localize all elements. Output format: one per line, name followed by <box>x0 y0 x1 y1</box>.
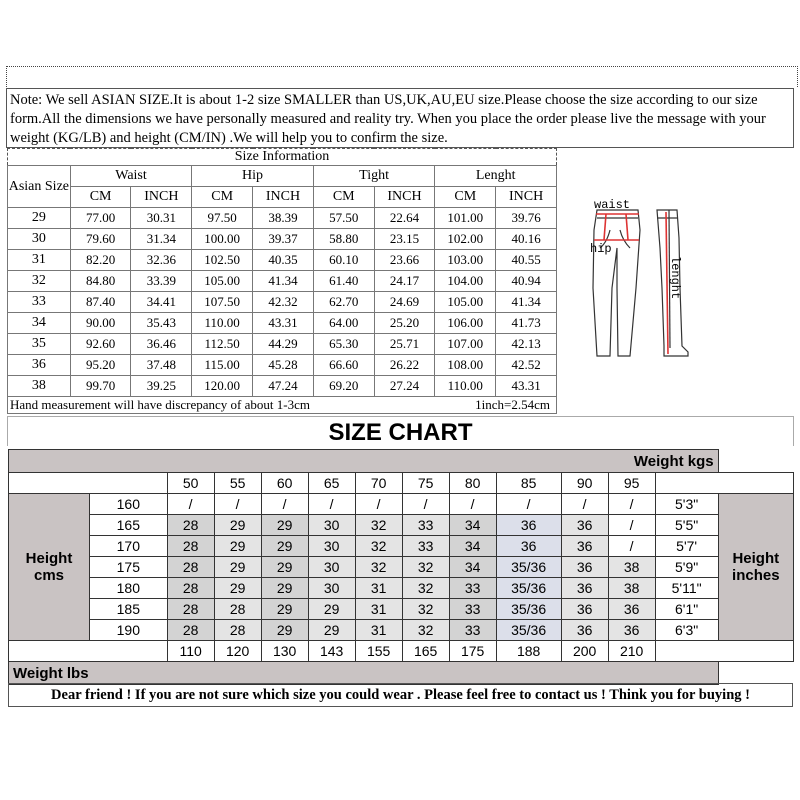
measurement-cell: 92.60 <box>70 334 131 355</box>
length-header: Lenght <box>435 166 557 187</box>
size-cell: 29 <box>214 557 261 578</box>
height-cm-cell: 175 <box>90 557 168 578</box>
size-chart-title: SIZE CHART <box>7 416 794 446</box>
height-cm-cell: 160 <box>90 494 168 515</box>
asian-size-cell: 32 <box>8 271 71 292</box>
size-cell: / <box>608 515 655 536</box>
size-cell: 31 <box>355 578 402 599</box>
height-cms-line: cms <box>33 567 65 584</box>
height-inch-cell: 6'3" <box>655 620 718 641</box>
size-cell: 28 <box>167 599 214 620</box>
size-cell: 32 <box>402 578 449 599</box>
size-cell: 36 <box>561 599 608 620</box>
size-cell: 36 <box>561 536 608 557</box>
measurement-cell: 39.25 <box>131 376 192 397</box>
size-cell: 29 <box>308 620 355 641</box>
measurement-cell: 107.50 <box>192 292 253 313</box>
measurement-cell: 37.48 <box>131 355 192 376</box>
measurement-cell: 112.50 <box>192 334 253 355</box>
height-cms-line: Height <box>25 550 73 567</box>
size-cell: / <box>608 536 655 557</box>
size-cell: 30 <box>308 557 355 578</box>
height-inch-cell: 5'3" <box>655 494 718 515</box>
size-cell: 29 <box>261 620 308 641</box>
size-cell: 36 <box>496 536 561 557</box>
size-cell: 35/36 <box>496 557 561 578</box>
size-cell: 28 <box>214 620 261 641</box>
weight-lbs-cell: 165 <box>402 641 449 662</box>
measurement-cell: 27.24 <box>374 376 435 397</box>
size-row <box>8 334 557 355</box>
size-cell: 36 <box>561 515 608 536</box>
height-cm-cell: 170 <box>90 536 168 557</box>
height-inch-cell: 5'9" <box>655 557 718 578</box>
size-cell: 29 <box>214 515 261 536</box>
measurement-cell: 35.43 <box>131 313 192 334</box>
measurement-cell: 102.00 <box>435 229 496 250</box>
size-cell: 38 <box>608 578 655 599</box>
size-cell: 36 <box>561 620 608 641</box>
size-cell: 28 <box>167 620 214 641</box>
size-cell: 35/36 <box>496 578 561 599</box>
measurement-cell: 66.60 <box>313 355 374 376</box>
weight-kg-cell: 95 <box>608 473 655 494</box>
size-cell: / <box>214 494 261 515</box>
size-note: Note: We sell ASIAN SIZE.It is about 1-2 size SMALLER than US,UK,AU,EU size.Please choose the size according to our size form.All the dimensions we have personally measured and reality try. When you place the order please live the message with your weight (KG/LB) and height (CM/IN) .We will help you to confirm the size. <box>6 88 794 148</box>
weight-lbs-label: Weight lbs <box>9 662 719 685</box>
measurement-cell: 57.50 <box>313 208 374 229</box>
size-cell: 29 <box>214 536 261 557</box>
size-cell: 29 <box>261 557 308 578</box>
size-cell: 29 <box>308 599 355 620</box>
size-cell: 29 <box>261 536 308 557</box>
size-cell: / <box>261 494 308 515</box>
measurement-cell: 107.00 <box>435 334 496 355</box>
weight-kg-cell: 70 <box>355 473 402 494</box>
size-chart-row <box>9 557 794 578</box>
size-cell: / <box>167 494 214 515</box>
weight-lbs-cell: 200 <box>561 641 608 662</box>
measurement-cell: 90.00 <box>70 313 131 334</box>
measurement-cell: 61.40 <box>313 271 374 292</box>
unit-header: CM <box>70 187 131 208</box>
asian-size-header: Asian Size <box>8 166 71 208</box>
size-info-footer <box>8 397 557 414</box>
size-row <box>8 355 557 376</box>
unit-header: CM <box>313 187 374 208</box>
measurement-cell: 42.32 <box>253 292 314 313</box>
size-row <box>8 271 557 292</box>
size-cell: / <box>355 494 402 515</box>
size-cell: 32 <box>402 557 449 578</box>
measurement-cell: 100.00 <box>192 229 253 250</box>
top-divider <box>6 66 798 87</box>
size-cell: 36 <box>496 515 561 536</box>
measurement-cell: 32.36 <box>131 250 192 271</box>
size-row <box>8 250 557 271</box>
size-cell: 31 <box>355 620 402 641</box>
blank-cell <box>9 641 168 662</box>
measurement-cell: 103.00 <box>435 250 496 271</box>
size-cell: 30 <box>308 536 355 557</box>
size-cell: / <box>449 494 496 515</box>
inch-conversion: 1inch=2.54cm <box>475 397 550 412</box>
size-cell: 28 <box>167 557 214 578</box>
asian-size-cell: 33 <box>8 292 71 313</box>
blank-cell <box>655 641 793 662</box>
size-cell: 34 <box>449 536 496 557</box>
measurement-cell: 77.00 <box>70 208 131 229</box>
size-cell: 34 <box>449 557 496 578</box>
tight-header: Tight <box>313 166 435 187</box>
blank-cell <box>655 473 793 494</box>
measurement-cell: 82.20 <box>70 250 131 271</box>
size-chart-row <box>9 578 794 599</box>
size-row <box>8 313 557 334</box>
weight-kg-cell: 75 <box>402 473 449 494</box>
weight-kg-cell: 50 <box>167 473 214 494</box>
footer-message: Dear friend ! If you are not sure which size you could wear . Please feel free to contact us ! Think you for buying ! <box>8 683 793 707</box>
height-cm-cell: 165 <box>90 515 168 536</box>
height-cms-label <box>9 494 90 641</box>
unit-header: CM <box>192 187 253 208</box>
size-chart-row <box>9 494 794 515</box>
measurement-cell: 41.34 <box>253 271 314 292</box>
size-cell: 36 <box>561 578 608 599</box>
measurement-cell: 26.22 <box>374 355 435 376</box>
height-inches-label <box>718 494 793 641</box>
measurement-cell: 105.00 <box>192 271 253 292</box>
size-cell: 32 <box>402 620 449 641</box>
size-cell: 36 <box>561 557 608 578</box>
height-inches-line: Height <box>732 550 780 567</box>
size-row <box>8 376 557 397</box>
size-cell: 33 <box>402 536 449 557</box>
measurement-cell: 108.00 <box>435 355 496 376</box>
size-chart-table <box>8 449 794 685</box>
measurement-cell: 31.34 <box>131 229 192 250</box>
measurement-cell: 41.73 <box>496 313 557 334</box>
unit-header: INCH <box>496 187 557 208</box>
measurement-cell: 23.66 <box>374 250 435 271</box>
measurement-cell: 41.34 <box>496 292 557 313</box>
weight-lbs-cell: 155 <box>355 641 402 662</box>
asian-size-cell: 34 <box>8 313 71 334</box>
hip-header: Hip <box>192 166 314 187</box>
size-cell: 32 <box>402 599 449 620</box>
measurement-cell: 60.10 <box>313 250 374 271</box>
measurement-cell: 120.00 <box>192 376 253 397</box>
weight-lbs-cell: 175 <box>449 641 496 662</box>
measurement-cell: 34.41 <box>131 292 192 313</box>
measurement-cell: 44.29 <box>253 334 314 355</box>
measurement-cell: 24.69 <box>374 292 435 313</box>
size-cell: / <box>608 494 655 515</box>
weight-lbs-cell: 130 <box>261 641 308 662</box>
measurement-cell: 115.00 <box>192 355 253 376</box>
waist-label: waist <box>594 198 631 212</box>
measurement-cell: 102.50 <box>192 250 253 271</box>
size-cell: 32 <box>355 557 402 578</box>
measurement-cell: 104.00 <box>435 271 496 292</box>
height-inches-line: inches <box>732 567 780 584</box>
weight-lbs-cell: 120 <box>214 641 261 662</box>
measurement-cell: 45.28 <box>253 355 314 376</box>
weight-kg-cell: 85 <box>496 473 561 494</box>
measurement-cell: 43.31 <box>496 376 557 397</box>
size-cell: 29 <box>214 578 261 599</box>
measurement-cell: 79.60 <box>70 229 131 250</box>
size-cell: 32 <box>355 515 402 536</box>
weight-lbs-cell: 110 <box>167 641 214 662</box>
unit-header: INCH <box>374 187 435 208</box>
size-chart-row <box>9 536 794 557</box>
measurement-cell: 42.13 <box>496 334 557 355</box>
size-cell: 33 <box>449 599 496 620</box>
weight-kg-cell: 80 <box>449 473 496 494</box>
weight-kgs-label: Weight kgs <box>9 450 719 473</box>
size-cell: 35/36 <box>496 599 561 620</box>
measurement-cell: 40.94 <box>496 271 557 292</box>
size-cell: 31 <box>355 599 402 620</box>
size-cell: 30 <box>308 578 355 599</box>
measurement-cell: 43.31 <box>253 313 314 334</box>
measurement-cell: 25.20 <box>374 313 435 334</box>
weight-lbs-cell: 143 <box>308 641 355 662</box>
asian-size-cell: 38 <box>8 376 71 397</box>
measurement-cell: 24.17 <box>374 271 435 292</box>
asian-size-cell: 31 <box>8 250 71 271</box>
size-row <box>8 208 557 229</box>
size-cell: 32 <box>355 536 402 557</box>
size-cell: 28 <box>167 515 214 536</box>
weight-kg-cell: 60 <box>261 473 308 494</box>
size-information-table <box>7 148 557 414</box>
size-cell: 28 <box>167 578 214 599</box>
size-cell: / <box>308 494 355 515</box>
measurement-cell: 36.46 <box>131 334 192 355</box>
size-cell: 28 <box>214 599 261 620</box>
measurement-cell: 23.15 <box>374 229 435 250</box>
measurement-cell: 69.20 <box>313 376 374 397</box>
size-row <box>8 292 557 313</box>
height-cm-cell: 180 <box>90 578 168 599</box>
measurement-cell: 22.64 <box>374 208 435 229</box>
height-cm-cell: 190 <box>90 620 168 641</box>
size-cell: / <box>496 494 561 515</box>
measurement-cell: 62.70 <box>313 292 374 313</box>
height-inch-cell: 5'7' <box>655 536 718 557</box>
measurement-cell: 84.80 <box>70 271 131 292</box>
measurement-cell: 42.52 <box>496 355 557 376</box>
hip-label: hip <box>590 242 612 256</box>
weight-kg-cell: 90 <box>561 473 608 494</box>
trousers-measurement-illustration <box>560 148 796 412</box>
size-cell: 35/36 <box>496 620 561 641</box>
size-cell: 33 <box>449 620 496 641</box>
size-cell: / <box>402 494 449 515</box>
blank-cell <box>9 473 168 494</box>
measurement-cell: 101.00 <box>435 208 496 229</box>
asian-size-cell: 29 <box>8 208 71 229</box>
size-cell: 34 <box>449 515 496 536</box>
measurement-cell: 39.37 <box>253 229 314 250</box>
size-info-caption: Size Information <box>8 149 557 166</box>
size-chart-row <box>9 620 794 641</box>
length-label: lenght <box>668 256 682 300</box>
unit-header: INCH <box>131 187 192 208</box>
weight-kg-cell: 55 <box>214 473 261 494</box>
measurement-cell: 47.24 <box>253 376 314 397</box>
asian-size-cell: 35 <box>8 334 71 355</box>
measurement-cell: 95.20 <box>70 355 131 376</box>
size-cell: / <box>561 494 608 515</box>
measurement-cell: 65.30 <box>313 334 374 355</box>
waist-header: Waist <box>70 166 192 187</box>
weight-lbs-cell: 188 <box>496 641 561 662</box>
unit-header: INCH <box>253 187 314 208</box>
measurement-cell: 38.39 <box>253 208 314 229</box>
measurement-cell: 40.55 <box>496 250 557 271</box>
height-inch-cell: 6'1" <box>655 599 718 620</box>
height-inch-cell: 5'11" <box>655 578 718 599</box>
size-cell: 29 <box>261 599 308 620</box>
measurement-cell: 33.39 <box>131 271 192 292</box>
measurement-cell: 39.76 <box>496 208 557 229</box>
asian-size-cell: 36 <box>8 355 71 376</box>
size-row <box>8 229 557 250</box>
measurement-cell: 106.00 <box>435 313 496 334</box>
measurement-cell: 30.31 <box>131 208 192 229</box>
size-cell: 33 <box>449 578 496 599</box>
size-cell: 36 <box>608 620 655 641</box>
size-chart-row <box>9 599 794 620</box>
measurement-cell: 110.00 <box>435 376 496 397</box>
size-chart-row <box>9 515 794 536</box>
measurement-cell: 87.40 <box>70 292 131 313</box>
height-cm-cell: 185 <box>90 599 168 620</box>
size-cell: 29 <box>261 578 308 599</box>
measurement-cell: 64.00 <box>313 313 374 334</box>
measurement-cell: 40.16 <box>496 229 557 250</box>
asian-size-cell: 30 <box>8 229 71 250</box>
measurement-cell: 25.71 <box>374 334 435 355</box>
measurement-cell: 105.00 <box>435 292 496 313</box>
measurement-cell: 97.50 <box>192 208 253 229</box>
size-cell: 30 <box>308 515 355 536</box>
measurement-cell: 58.80 <box>313 229 374 250</box>
size-cell: 38 <box>608 557 655 578</box>
weight-lbs-cell: 210 <box>608 641 655 662</box>
size-cell: 28 <box>167 536 214 557</box>
measurement-cell: 110.00 <box>192 313 253 334</box>
measurement-footnote: Hand measurement will have discrepancy of about 1-3cm <box>10 397 310 412</box>
size-cell: 36 <box>608 599 655 620</box>
weight-kg-cell: 65 <box>308 473 355 494</box>
unit-header: CM <box>435 187 496 208</box>
size-cell: 29 <box>261 515 308 536</box>
measurement-cell: 40.35 <box>253 250 314 271</box>
size-cell: 33 <box>402 515 449 536</box>
height-inch-cell: 5'5" <box>655 515 718 536</box>
measurement-cell: 99.70 <box>70 376 131 397</box>
